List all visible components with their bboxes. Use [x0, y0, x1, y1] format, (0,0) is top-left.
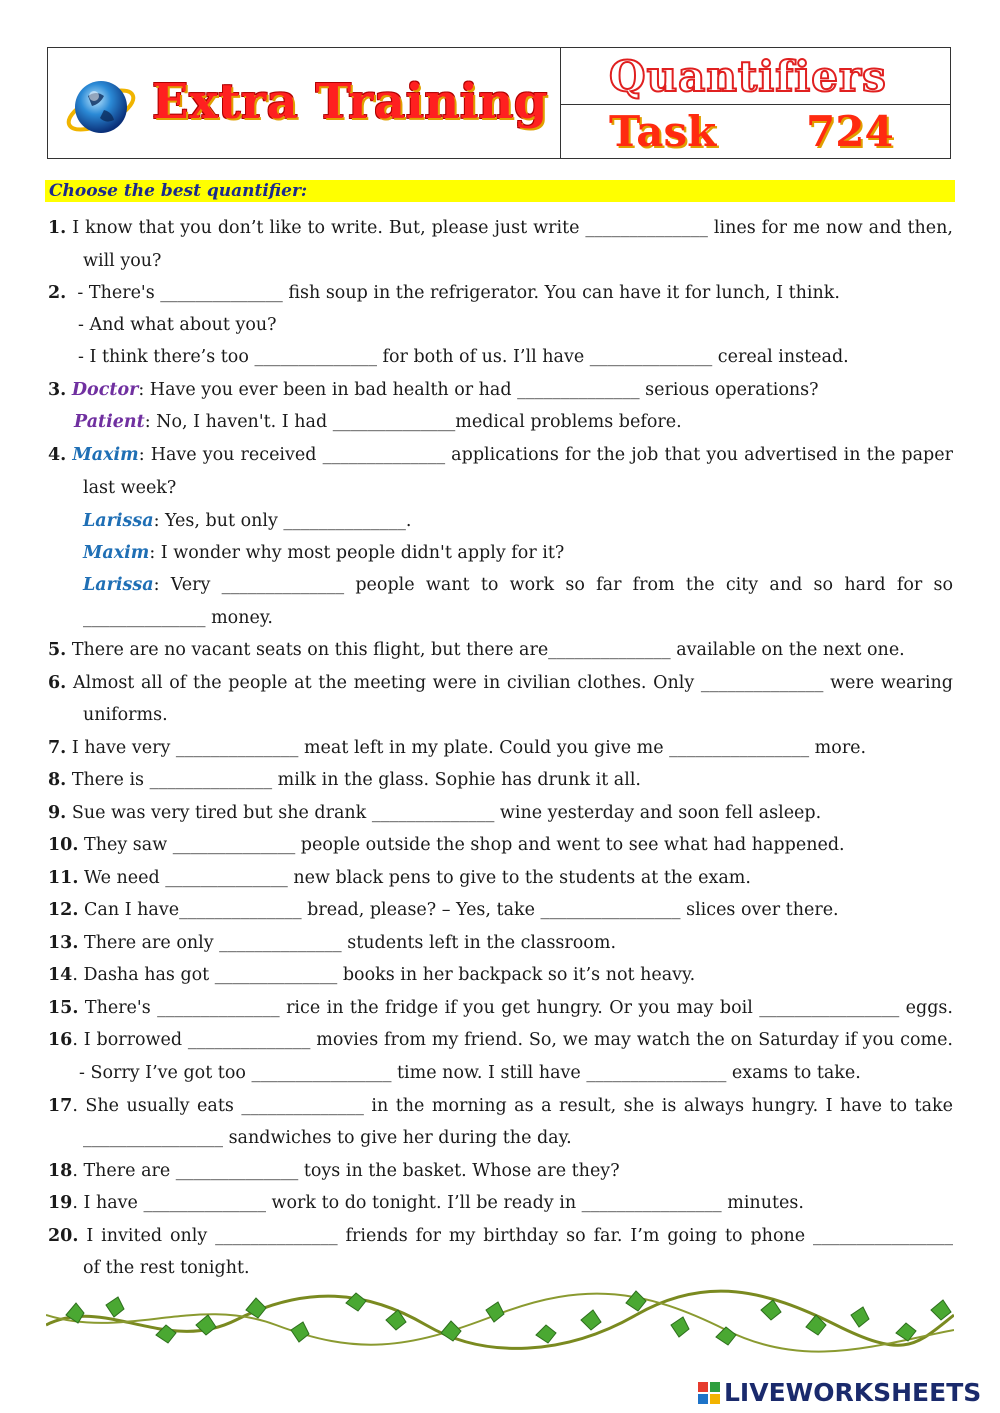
- item-number: 11.: [48, 868, 79, 888]
- instruction-bar: [45, 180, 955, 202]
- instruction-text: Choose the best quantifier:: [49, 181, 308, 201]
- exercise-13: [48, 932, 953, 954]
- exercise-9: [48, 802, 953, 824]
- exercise-text: There is ______________ milk in the glass. Sophie has drunk it all.: [71, 770, 641, 790]
- item-number: 12.: [48, 900, 79, 920]
- vine-decoration-icon: [46, 1285, 954, 1355]
- liveworksheets-logo-icon: [698, 1382, 720, 1404]
- item-number: 1.: [48, 218, 67, 238]
- item-number: 8.: [48, 770, 67, 790]
- exercise-text: last week?: [83, 478, 177, 498]
- item-number: 9.: [48, 803, 67, 823]
- exercise-4-line3: [83, 510, 953, 532]
- exercise-4: [48, 444, 953, 466]
- exercise-3-line2: [74, 411, 979, 433]
- item-number: 6.: [48, 673, 67, 693]
- exercise-text: Almost all of the people at the meeting were in civilian clothes. Only ______________ were wearing: [72, 673, 953, 693]
- speaker-larissa: Larissa: [83, 511, 154, 531]
- exercise-6: [48, 672, 953, 694]
- exercise-text: : No, I haven't. I had ______________medical problems before.: [144, 412, 682, 432]
- exercise-text: : Very ______________ people want to work so far from the city and so hard for so: [153, 575, 953, 595]
- exercise-2-line3: [78, 346, 983, 368]
- exercise-20: [48, 1225, 953, 1247]
- exercise-4-line5: [83, 574, 953, 596]
- exercise-10: [48, 834, 953, 856]
- speaker-maxim: Maxim: [72, 445, 139, 465]
- task-number: 724: [806, 107, 894, 156]
- header-topic-cell: [561, 48, 950, 105]
- exercise-text: - And what about you?: [78, 315, 277, 335]
- exercise-2: [48, 282, 953, 304]
- exercise-12: [48, 899, 953, 921]
- exercise-text: - Sorry I’ve got too ________________ time now. I still have ________________ exams to take.: [79, 1063, 861, 1083]
- item-number: 5.: [48, 640, 67, 660]
- item-number: 2.: [48, 283, 67, 303]
- exercise-text: will you?: [83, 251, 162, 271]
- worksheet-header: [47, 47, 951, 159]
- exercise-4-line2: [83, 477, 953, 499]
- exercise-text: I know that you don’t like to write. But, please just write ______________ lines for me now and then,: [72, 218, 953, 238]
- speaker-doctor: Doctor: [71, 380, 139, 400]
- exercise-text: : Have you ever been in bad health or had ______________ serious operations?: [138, 380, 819, 400]
- exercise-text: - There's ______________ fish soup in the refrigerator. You can have it for lunch, I think.: [77, 283, 840, 303]
- exercise-11: [48, 867, 953, 889]
- exercise-text: There are only ______________ students left in the classroom.: [84, 933, 617, 953]
- item-number: 3.: [48, 380, 67, 400]
- exercise-text: . She usually eats ______________ in the morning as a result, she is always hungry. I have to take: [72, 1096, 953, 1116]
- speaker-patient: Patient: [74, 412, 145, 432]
- exercise-19: [48, 1192, 953, 1214]
- exercise-6-cont: [83, 704, 953, 726]
- exercise-text: They saw ______________ people outside the shop and went to see what had happened.: [84, 835, 845, 855]
- topic-title: Quantifiers: [609, 52, 887, 101]
- exercise-20-cont: [83, 1257, 953, 1279]
- item-number: 20.: [48, 1226, 79, 1246]
- exercise-17: [48, 1095, 953, 1117]
- exercise-text: ________________ sandwiches to give her during the day.: [83, 1128, 572, 1148]
- exercise-text: . I have ______________ work to do tonight. I’ll be ready in ________________ minutes.: [72, 1193, 804, 1213]
- exercise-text: : Yes, but only ______________.: [153, 511, 412, 531]
- exercise-text: . I borrowed ______________ movies from my friend. So, we may watch the on Saturday if you come.: [72, 1030, 953, 1050]
- exercise-15: [48, 997, 953, 1019]
- exercise-16: [48, 1029, 953, 1051]
- item-number: 4.: [48, 445, 67, 465]
- exercise-text: I invited only ______________ friends for my birthday so far. I’m going to phone ________________: [86, 1226, 953, 1246]
- exercise-text: : I wonder why most people didn't apply for it?: [149, 543, 565, 563]
- task-label: Task: [609, 107, 717, 156]
- exercise-text: . Dasha has got ______________ books in her backpack so it’s not heavy.: [72, 965, 696, 985]
- exercise-text: There's ______________ rice in the fridge if you get hungry. Or you may boil ________________ eggs.: [84, 998, 953, 1018]
- speaker-larissa: Larissa: [83, 575, 154, 595]
- speaker-maxim: Maxim: [83, 543, 150, 563]
- item-number: 19: [48, 1193, 73, 1213]
- exercise-text: Sue was very tired but she drank ______________ wine yesterday and soon fell asleep.: [71, 803, 822, 823]
- exercise-1: [48, 217, 953, 239]
- item-number: 16: [48, 1030, 73, 1050]
- globe-icon: [64, 70, 138, 144]
- header-brand-cell: [48, 48, 561, 158]
- exercise-text: of the rest tonight.: [83, 1258, 250, 1278]
- exercise-7: [48, 737, 953, 759]
- liveworksheets-brand: LIVEWORKSHEETS: [724, 1378, 982, 1407]
- exercise-text: Can I have______________ bread, please? – Yes, take ________________ slices over there.: [84, 900, 839, 920]
- exercise-text: : Have you received ______________ applications for the job that you advertised in the paper: [138, 445, 953, 465]
- exercise-4-line6: [83, 607, 953, 629]
- exercise-text: - I think there’s too ______________ for both of us. I’ll have ______________ cereal instead.: [78, 347, 849, 367]
- item-number: 15.: [48, 998, 79, 1018]
- exercise-5: [48, 639, 953, 661]
- exercise-8: [48, 769, 953, 791]
- item-number: 7.: [48, 738, 67, 758]
- exercise-text: ______________ money.: [83, 608, 273, 628]
- item-number: 14: [48, 965, 73, 985]
- exercise-text: We need ______________ new black pens to give to the students at the exam.: [84, 868, 751, 888]
- liveworksheets-logo[interactable]: [698, 1378, 998, 1408]
- exercise-4-line4: [83, 542, 953, 564]
- item-number: 17: [48, 1096, 73, 1116]
- exercise-3: [48, 379, 953, 401]
- exercise-text: . There are ______________ toys in the basket. Whose are they?: [72, 1161, 620, 1181]
- exercise-14: [48, 964, 953, 986]
- exercise-16-cont: [79, 1062, 984, 1084]
- item-number: 18: [48, 1161, 73, 1181]
- exercise-text: I have very ______________ meat left in my plate. Could you give me ________________ more.: [71, 738, 867, 758]
- header-task-cell: [561, 105, 950, 158]
- exercise-text: There are no vacant seats on this flight, but there are______________ available on the next one.: [71, 640, 905, 660]
- brand-title: Extra Training: [152, 74, 548, 130]
- exercise-17-cont: [83, 1127, 953, 1149]
- exercise-18: [48, 1160, 953, 1182]
- exercise-2-line2: [78, 314, 983, 336]
- item-number: 10.: [48, 835, 79, 855]
- item-number: 13.: [48, 933, 79, 953]
- exercise-1-cont: [83, 250, 953, 272]
- exercise-text: uniforms.: [83, 705, 168, 725]
